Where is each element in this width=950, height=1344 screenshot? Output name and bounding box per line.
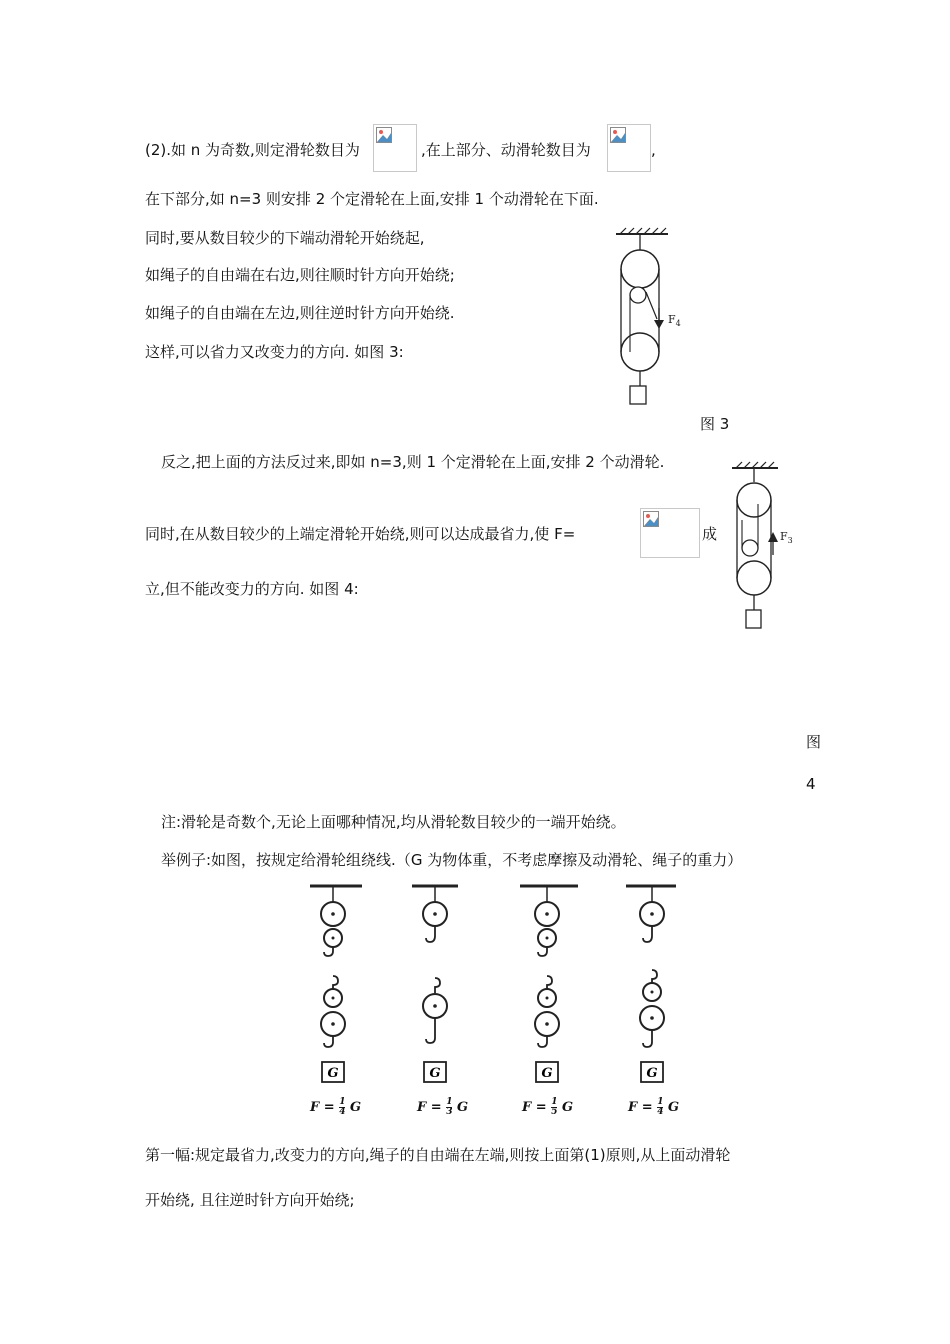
formula-rhs: G: [349, 1100, 362, 1115]
figure-4-pulley-system: [728, 460, 808, 635]
fig4-force-label: $F_3$: [780, 530, 793, 545]
formula-lhs: F =: [522, 1100, 547, 1115]
paragraph-note: 注:滑轮是奇数个,无论上面哪种情况,均从滑轮数目较少的一端开始绕。: [161, 813, 626, 831]
paragraph-fig4-intro: 立,但不能改变力的方向. 如图 4:: [145, 580, 359, 598]
broken-image-icon: [610, 127, 626, 143]
figure-3-pulley-system: [608, 226, 698, 416]
force-arrow-icon: [654, 320, 664, 329]
broken-image-icon: [643, 511, 659, 527]
figure-4-caption-part1: 图: [806, 733, 822, 751]
weight-label: G: [327, 1066, 339, 1081]
broken-image-icon: [376, 127, 392, 143]
weight-label: G: [646, 1066, 658, 1081]
paragraph-first-figure-cont: 开始绕, 且往逆时针方向开始绕;: [145, 1191, 355, 1209]
formula-rhs: G: [561, 1100, 574, 1115]
text-odd-n-c: ,: [651, 141, 656, 159]
formula-lhs: F =: [628, 1100, 653, 1115]
example-formula-1: [310, 1098, 361, 1117]
paragraph-odd-n: [145, 140, 360, 160]
formula-rhs: G: [667, 1100, 680, 1115]
formula-image-placeholder-movable: [607, 124, 651, 172]
paragraph-counterclockwise: 如绳子的自由端在左边,则往逆时针方向开始绕.: [145, 304, 455, 322]
text-odd-n-a: (2).如 n 为奇数,则定滑轮数目为: [145, 141, 360, 159]
paragraph-fig3-intro: 这样,可以省力又改变力的方向. 如图 3:: [145, 343, 404, 361]
paragraph-max-saving-b: [702, 524, 717, 544]
example-formula-2: [417, 1098, 468, 1117]
text-max-saving-b: 成: [702, 525, 718, 543]
weight-label: G: [429, 1066, 441, 1081]
fig3-force-label: $F_4$: [668, 313, 681, 328]
paragraph-example: 举例子:如图，按规定给滑轮组绕线.（G 为物体重，不考虑摩擦及动滑轮、绳子的重力）: [161, 851, 743, 869]
paragraph-arrangement: 在下部分,如 n=3 则安排 2 个定滑轮在上面,安排 1 个动滑轮在下面.: [145, 190, 599, 208]
paragraph-reverse: 反之,把上面的方法反过来,即如 n=3,则 1 个定滑轮在上面,安排 2 个动滑轮.: [161, 453, 665, 471]
paragraph-first-figure: 第一幅:规定最省力,改变力的方向,绳子的自由端在左端,则按上面第(1)原则,从上面动滑轮: [145, 1146, 731, 1164]
example-pulley-2: [412, 886, 458, 1082]
paragraph-clockwise: 如绳子的自由端在右边,则往顺时针方向开始绕;: [145, 266, 455, 284]
text-odd-n-b: ,在上部分、动滑轮数目为: [421, 141, 591, 159]
formula-fraction: $\frac{1}{4}$: [339, 1097, 346, 1117]
figure-4-caption-part2: 4: [806, 775, 816, 793]
weight-label: G: [541, 1066, 553, 1081]
paragraph-odd-n-b: [421, 140, 591, 160]
example-pulley-1: [310, 886, 362, 1082]
force-arrow-icon: [768, 532, 778, 542]
example-pulley-diagrams: [300, 880, 700, 1120]
example-pulley-3: [520, 886, 578, 1082]
formula-fraction: $\frac{1}{3}$: [446, 1097, 453, 1117]
example-pulley-4: [626, 886, 676, 1082]
paragraph-start-lower: 同时,要从数目较少的下端动滑轮开始绕起,: [145, 229, 425, 247]
formula-image-placeholder-fixed: [373, 124, 417, 172]
text-max-saving-a: 同时,在从数目较少的上端定滑轮开始绕,则可以达成最省力,使 F=: [145, 525, 576, 543]
formula-fraction: $\frac{1}{4}$: [657, 1097, 664, 1117]
formula-lhs: F =: [310, 1100, 335, 1115]
figure-3-caption: 图 3: [700, 415, 730, 433]
paragraph-max-saving-a: [145, 524, 575, 544]
formula-image-placeholder-force: [640, 508, 700, 558]
formula-rhs: G: [456, 1100, 469, 1115]
formula-fraction: $\frac{1}{5}$: [551, 1097, 558, 1117]
example-formula-4: [628, 1098, 679, 1117]
example-formula-3: [522, 1098, 573, 1117]
formula-lhs: F =: [417, 1100, 442, 1115]
paragraph-odd-n-c: [651, 140, 656, 160]
